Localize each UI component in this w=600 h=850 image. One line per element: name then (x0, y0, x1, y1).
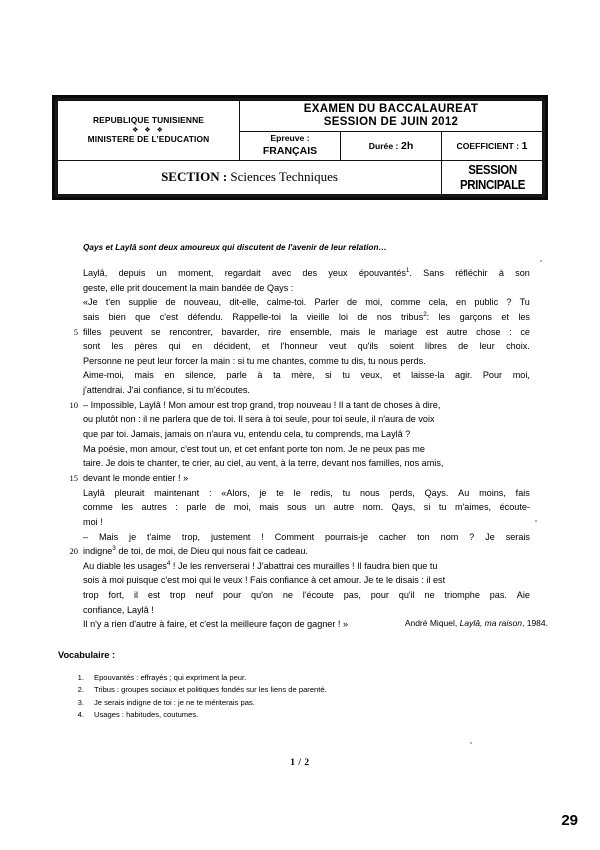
attribution-author: André Miquel, (404, 618, 460, 628)
passage-line (60, 281, 530, 296)
epreuve-cell (240, 132, 341, 161)
passage-line-text: taire. Je dois te chanter, te crier, au ciel, au vent, à la terre, devant nos familles, nos amis, (83, 458, 444, 469)
passage-line-text: filles peuvent se rencontrer, bavarder, rire ensemble, mais le mariage est autre chose : ce (83, 326, 530, 337)
page-number: 1 / 2 (290, 758, 310, 768)
passage-line (60, 456, 530, 471)
vocabulary-item (68, 709, 488, 721)
duree-label: Durée : (368, 140, 399, 151)
ministry-cell (58, 101, 240, 161)
passage-line (60, 354, 530, 369)
passage-line (60, 471, 530, 486)
source-attribution (0, 618, 548, 628)
vocabulary-item-text: Tribus : groupes sociaux et politiques fondés sur les liens de parenté. (94, 685, 327, 695)
republic-label: REPUBLIQUE TUNISIENNE (92, 115, 205, 126)
vocabulary-item-number: 2. (77, 685, 84, 695)
duree-cell (341, 132, 442, 161)
line-number: 20 (69, 546, 78, 557)
vocabulary-item-number: 1. (77, 673, 84, 682)
exam-header-table (57, 100, 543, 195)
exam-title-line2: SESSION DE JUIN 2012 (323, 116, 459, 129)
vocabulary-title: Vocabulaire : (58, 650, 116, 660)
line-number: 10 (69, 399, 78, 410)
passage-line-text: confiance, Laylâ ! (83, 604, 154, 615)
passage-line (60, 325, 530, 340)
passage-line-text: «Je t'en supplie de nouveau, dit-elle, calme-toi. Parler de moi, comme cela, en public ? Tu (83, 297, 530, 308)
passage-line-text: – Mais je t'aime trop, justement ! Comment pourrais-je cacher ton nom ? Je serais (83, 531, 530, 542)
passage-line-text: ou plutôt non : il ne parlera que de toi. Il sera à toi seule, pour toi seule, il n'aura de voix (83, 414, 435, 425)
line-number: 5 (73, 326, 78, 337)
vocabulary-list (68, 672, 488, 722)
exam-title-line1: EXAMEN DU BACCALAUREAT (303, 103, 479, 115)
vocabulary-item-text: Je serais indigne de toi : je ne te mériterais pas. (94, 697, 255, 707)
duree-value: 2h (400, 139, 414, 152)
vocabulary-item (68, 697, 488, 709)
exam-title-cell (240, 101, 543, 132)
exam-header-box (52, 95, 548, 200)
passage-line-text: indigne$^3$ de toi, de moi, de Dieu qui nous fait ce cadeau. (83, 545, 308, 557)
passage-line (60, 310, 530, 325)
passage-line-text: Aime-moi, mais en silence, parle à ta mère, si tu veux, et laisse-la agir. Pour moi, (83, 370, 530, 381)
passage-line-text: sont les pères qui en décident, et l'honneur veut qu'ils soient libres de leur choix. (83, 341, 530, 352)
passage-line-text: comme les autres : parle de moi, mais sous un autre nom. Qays, si tu m'aimes, écoute- (83, 502, 530, 513)
passage-line-text: sais bien que c'est défendu. Rappelle-toi la vieille loi de nos tribus$^2$: les garçons et les (83, 310, 530, 322)
scan-speck (540, 260, 542, 262)
passage-line (60, 266, 530, 281)
scan-speck (470, 742, 472, 744)
passage-line (60, 603, 530, 618)
ministry-label: MINISTERE DE L’EDUCATION (87, 134, 210, 145)
passage-line-text: Ma poésie, mon amour, c'est tout un, et cet enfant porte ton nom. Je ne peux pas me (83, 443, 425, 454)
passage-line (60, 295, 530, 310)
passage-line-text: devant le monde entier ! » (83, 472, 189, 483)
session-cell: SESSION PRINCIPALE (446, 161, 539, 195)
coefficient-value: 1 (521, 139, 528, 152)
attribution-work: Laylâ, ma raison (459, 618, 522, 628)
passage-line (60, 383, 530, 398)
passage-line (60, 427, 530, 442)
passage-line-text: Laylâ pleurait maintenant : «Alors, je te le redis, tu nous perds, Qays. Au moins, fais (83, 487, 530, 498)
passage-line (60, 339, 530, 354)
passage-line-text: Personne ne peut leur forcer la main : si tu me chantes, comme tu dis, tu nous perds. (83, 355, 426, 366)
passage-line-text: trop fort, il est trop neuf pour qu'on ne l'écoute pas, pour qu'il ne triomphe pas. Aie (83, 590, 530, 601)
passage-line-text: Laylâ, depuis un moment, regardait avec des yeux épouvantés$^1$. Sans réfléchir à son (83, 266, 530, 278)
passage-line (60, 559, 530, 574)
vocabulary-item (68, 672, 488, 684)
vocabulary-item-text: Usages : habitudes, coutumes. (94, 710, 199, 720)
passage-line (60, 368, 530, 383)
line-number: 15 (69, 472, 78, 483)
passage-line-text: Il n'y a rien d'autre à faire, et c'est la meilleure façon de gagner ! » (83, 619, 349, 630)
passage-line (60, 573, 530, 588)
passage-line-text: sois à moi puisque c'est moi qui le veux ! Fais confiance à cet amour. Je te le disais : il est (83, 575, 446, 586)
epreuve-value: FRANÇAIS (262, 145, 318, 158)
vocabulary-item (68, 684, 488, 696)
passage-line-text: que par toi. Jamais, jamais on n'aura vu, entendu cela, tu comprends, ma Laylâ ? (83, 429, 411, 440)
passage-line-text: j'attendrai. J'ai confiance, si tu m'écoutes. (83, 385, 250, 396)
passage-line (60, 544, 530, 559)
passage-line (60, 530, 530, 545)
passage-line-text: geste, elle prit doucement la main bandée de Qays : (83, 282, 294, 293)
passage-text (60, 266, 530, 632)
section-cell (58, 161, 442, 195)
attribution-year: , 1984. (522, 618, 548, 628)
vocabulary-item-number: 3. (77, 697, 84, 707)
scan-speck (535, 520, 537, 522)
passage-line (60, 412, 530, 427)
corner-page-number: 29 (561, 812, 578, 829)
vocabulary-item-text: Epouvantés : effrayés ; qui expriment la peur. (94, 673, 247, 682)
coefficient-cell (442, 132, 543, 161)
passage-line-text: – Impossible, Laylâ ! Mon amour est trop grand, trop nouveau ! Il a tant de choses à dire, (83, 399, 441, 410)
passage-line (60, 442, 530, 457)
intro-line: Qays et Laylâ sont deux amoureux qui discutent de l'avenir de leur relation… (83, 243, 387, 252)
passage-line (60, 588, 530, 603)
epreuve-label: Epreuve : (270, 133, 310, 144)
coefficient-label: COEFFICIENT : (456, 140, 520, 151)
passage-line (60, 515, 530, 530)
passage-line-text: Au diable les usages$^4$ ! Je les renverserai ! J'abattrai ces murailles ! Il faudra bien que tu (83, 559, 438, 571)
passage-line (60, 500, 530, 515)
passage-line-text: moi ! (83, 516, 103, 527)
section-value: Sciences Techniques (230, 169, 338, 185)
passage-line (60, 486, 530, 501)
section-label: SECTION : (161, 169, 228, 185)
diamond-separator-icon: ❖ ❖ ❖ (132, 126, 165, 134)
passage-line (60, 398, 530, 413)
vocabulary-item-number: 4. (77, 710, 84, 720)
